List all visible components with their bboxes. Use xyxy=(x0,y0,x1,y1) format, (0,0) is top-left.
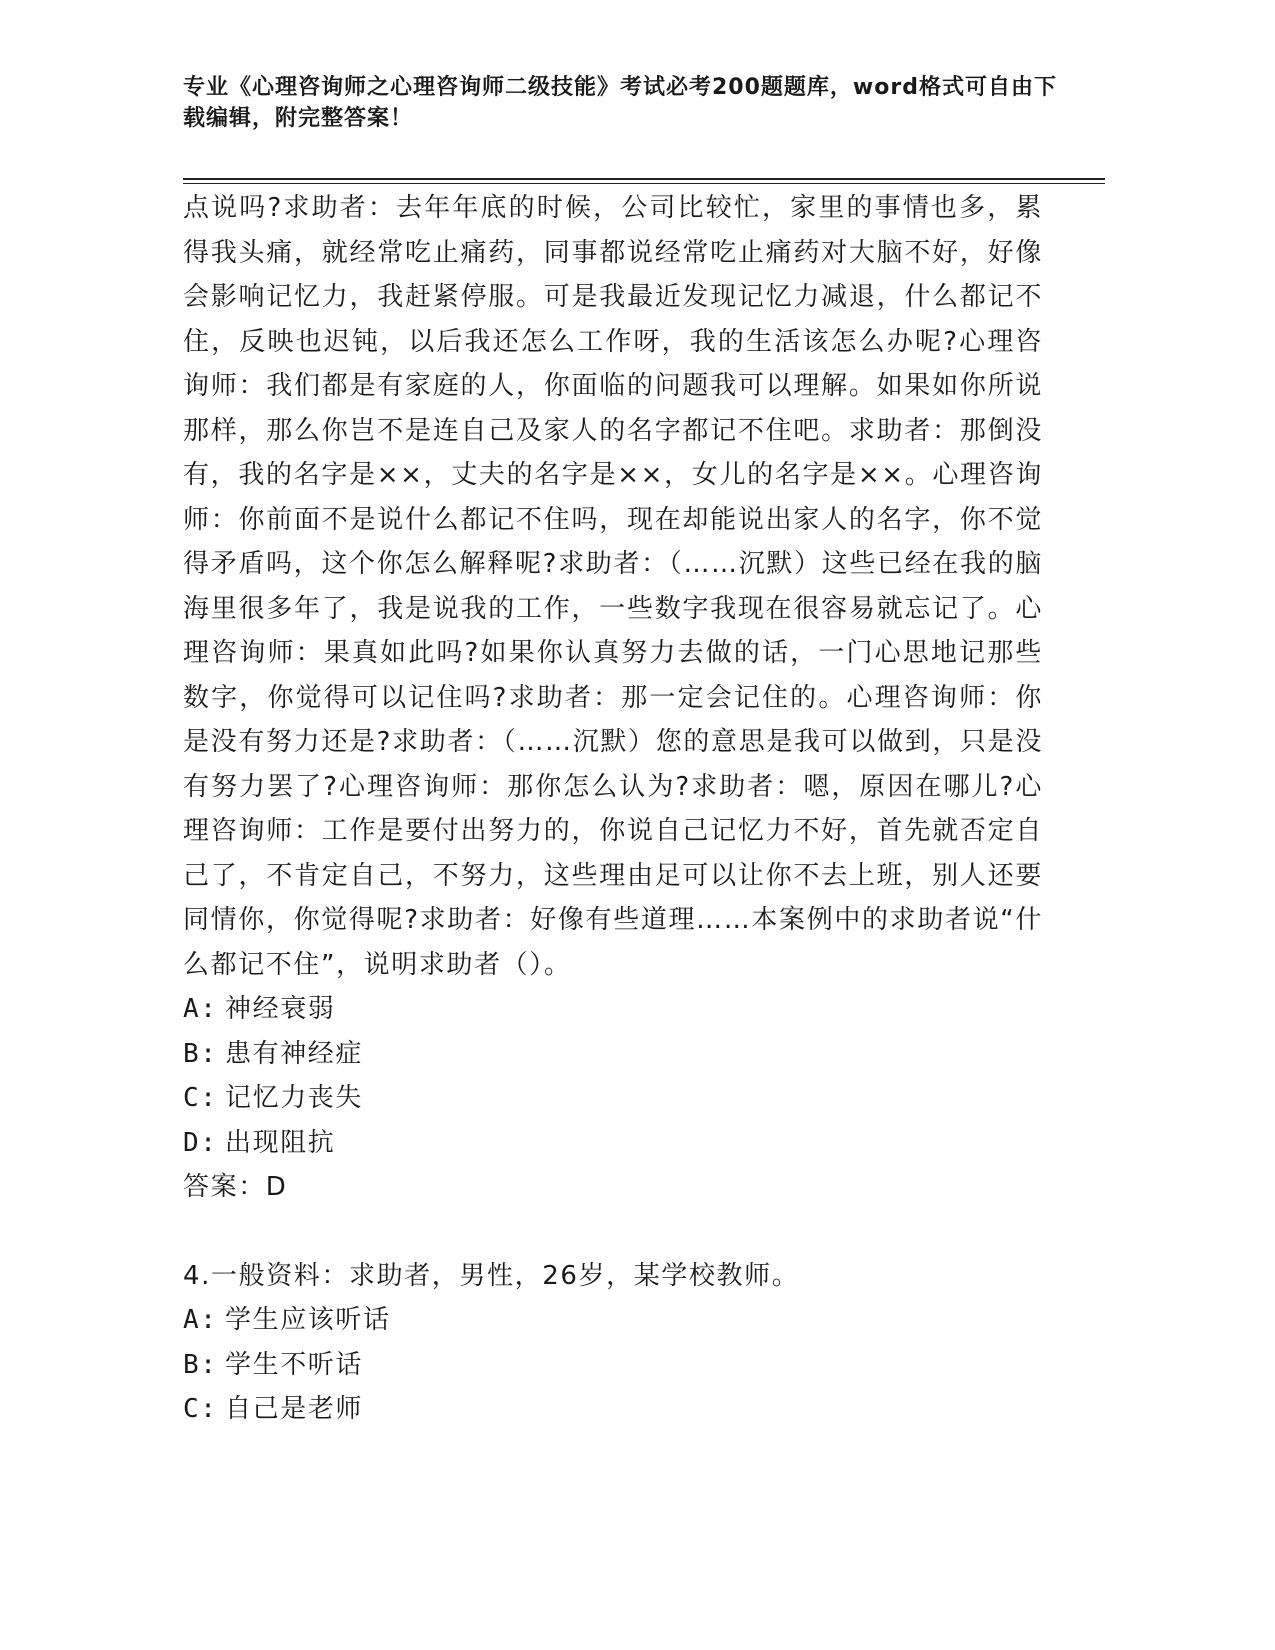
option-text: 患有神经症 xyxy=(225,1038,364,1069)
option-text: 学生应该听话 xyxy=(225,1305,391,1335)
document-header-title: 专业《心理咨询师之心理咨询师二级技能》考试必考200题题库，word格式可自由下载编辑，附完整答案！ xyxy=(183,75,1057,131)
option-key: C: xyxy=(183,1394,218,1424)
option-text: 记忆力丧失 xyxy=(225,1083,364,1113)
option-text: 神经衰弱 xyxy=(225,994,336,1024)
option-key: A: xyxy=(183,1305,218,1335)
question-3-option-d xyxy=(183,1121,1043,1166)
option-text: 自己是老师 xyxy=(225,1394,364,1424)
option-key: B: xyxy=(183,1038,218,1069)
question-3-option-a xyxy=(183,987,1043,1032)
question-3-answer: 答案：D xyxy=(183,1172,288,1202)
question-3-option-c xyxy=(183,1076,1043,1121)
option-text: 学生不听话 xyxy=(225,1349,364,1380)
option-key: B: xyxy=(183,1349,218,1380)
question-4-option-c xyxy=(183,1387,1043,1432)
question-4-option-b xyxy=(183,1343,1043,1388)
option-key: A: xyxy=(183,994,218,1024)
question-3-option-b xyxy=(183,1032,1043,1077)
option-text: 出现阻抗 xyxy=(225,1127,336,1158)
option-key: C: xyxy=(183,1083,218,1113)
question-spacer xyxy=(183,1210,1043,1254)
header-divider-thick xyxy=(183,178,1105,180)
option-key: D: xyxy=(183,1127,218,1158)
document-body xyxy=(183,186,1043,1432)
question-3-options xyxy=(183,987,1043,1165)
header-divider xyxy=(183,178,1105,184)
header-divider-thin xyxy=(183,183,1105,184)
question-3-passage: 点说吗?求助者：去年年底的时候，公司比较忙，家里的事情也多，累得我头痛，就经常吃止痛药，同事都说经常吃止痛药对大脑不好，好像会影响记忆力，我赶紧停服。可是我最近发现记忆力减退，什么都记不住，反映也迟钝，以后我还怎么工作呀，我的生活该怎么办呢?心理咨询师：我们都是有家庭的人，你面临的问题我可以理解。如果如你所说那样，那么你岂不是连自己及家人的名字都记不住吧。求助者：那倒没有，我的名字是××，丈夫的名字是××，女儿的名字是××。心理咨询师：你前面不是说什么都记不住吗，现在却能说出家人的名字，你不觉得矛盾吗，这个你怎么解释呢?求助者：（……沉默）这些已经在我的脑海里很多年了，我是说我的工作，一些数字我现在很容易就忘记了。心理咨询师：果真如此吗?如果你认真努力去做的话，一门心思地记那些数字，你觉得可以记住吗?求助者：那一定会记住的。心理咨询师：你是没有努力还是?求助者：（……沉默）您的意思是我可以做到，只是没有努力罢了?心理咨询师：那你怎么认为?求助者：嗯，原因在哪儿?心理咨询师：工作是要付出努力的，你说自己记忆力不好，首先就否定自己了，不肯定自己，不努力，这些理由足可以让你不去上班，别人还要同情你，你觉得呢?求助者：好像有些道理……本案例中的求助者说“什么都记不住”，说明求助者（）。 xyxy=(183,193,1043,980)
question-4-option-a xyxy=(183,1298,1043,1343)
question-4-options xyxy=(183,1298,1043,1432)
question-4-stem: 4.一般资料：求助者，男性，26岁，某学校教师。 xyxy=(183,1260,800,1291)
